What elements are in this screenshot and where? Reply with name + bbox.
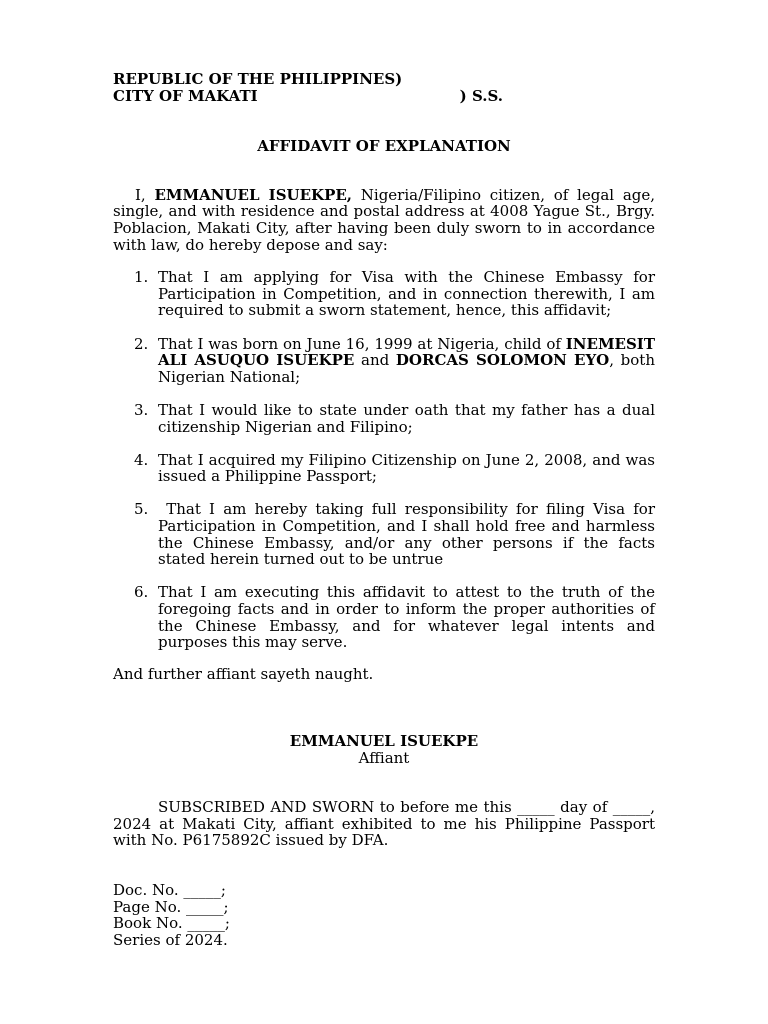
affiant-name-inline: EMMANUEL ISUEKPE, xyxy=(154,185,353,204)
venue-ss: ) S.S. xyxy=(459,86,503,105)
jurat-paragraph: SUBSCRIBED AND SWORN to before me this _____ day of _____, 2024 at Makati City, affiant exhibited to me his Philippine Passport with No. P6175892C issued by DFA. xyxy=(113,798,655,850)
affiant-role: Affiant xyxy=(358,748,410,767)
item-number: 3. xyxy=(134,400,149,419)
item-number: 5. xyxy=(134,500,149,519)
item-text: That I am applying for Visa with the Chinese Embassy for Participation in Competition, and in connection therewith, I am required to submit a sworn statement, hence, this affidavit; xyxy=(158,268,655,320)
list-item xyxy=(113,452,655,485)
signature-block xyxy=(113,733,655,766)
list-item xyxy=(113,584,655,650)
intro-paragraph xyxy=(113,187,655,253)
list-item xyxy=(113,500,660,569)
item-text-before: That I was born on June 16, 1999 at Nigeria, child of xyxy=(158,334,566,353)
mother-name: DORCAS SOLOMON EYO xyxy=(395,351,610,370)
item-text: That I am hereby taking full responsibility for filing Visa for Participation in Competition, and I shall hold free and harmless the Chinese Embassy, and/or any other persons if the facts stated herein turned out to be untrue xyxy=(158,500,660,569)
statement-list xyxy=(113,268,660,652)
item-number: 6. xyxy=(134,583,149,602)
item-text-after: , both Nigerian National; xyxy=(158,351,655,386)
list-item xyxy=(113,336,655,386)
list-item xyxy=(113,269,655,319)
series-year: Series of 2024. xyxy=(113,930,228,949)
item-text: That I would like to state under oath that my father has a dual citizenship Nigerian and Filipino; xyxy=(158,400,655,436)
venue-line-city xyxy=(113,88,503,105)
doc-number: Doc. No. _____; xyxy=(113,880,226,899)
document-title: AFFIDAVIT OF EXPLANATION xyxy=(257,137,511,156)
item-text xyxy=(158,336,655,386)
item-text: That I am executing this affidavit to attest to the truth of the foregoing facts and in order to inform the proper authorities of the Chinese Embassy, and for whatever legal intents and purposes this may serve. xyxy=(158,583,655,652)
venue-line-republic: REPUBLIC OF THE PHILIPPINES) xyxy=(113,70,403,88)
venue-city: CITY OF MAKATI xyxy=(113,86,258,105)
list-item xyxy=(113,402,655,435)
book-number: Book No. _____; xyxy=(113,914,230,933)
item-number: 4. xyxy=(134,450,149,469)
intro-prefix: I, xyxy=(135,185,155,204)
closing-statement: And further affiant sayeth naught. xyxy=(113,665,374,684)
item-text: That I acquired my Filipino Citizenship on June 2, 2008, and was issued a Philippine Passport; xyxy=(158,450,655,486)
affidavit-page xyxy=(113,70,660,949)
father-name: INEMESIT ALI ASUQUO ISUEKPE xyxy=(158,334,655,370)
intro-text: Nigeria/Filipino citizen, of legal age, single, and with residence and postal address at 4008 Yague St., Brgy. Poblacion, Makati City, after having been duly sworn to in accordance with law, do hereby depose and say: xyxy=(113,185,656,254)
item-number: 2. xyxy=(134,334,149,353)
affiant-name: EMMANUEL ISUEKPE xyxy=(289,732,479,750)
notarial-register xyxy=(113,882,655,948)
item-connector: and xyxy=(354,351,396,370)
venue-header xyxy=(113,71,655,104)
page-number: Page No. _____; xyxy=(113,897,229,916)
item-number: 1. xyxy=(134,268,149,287)
